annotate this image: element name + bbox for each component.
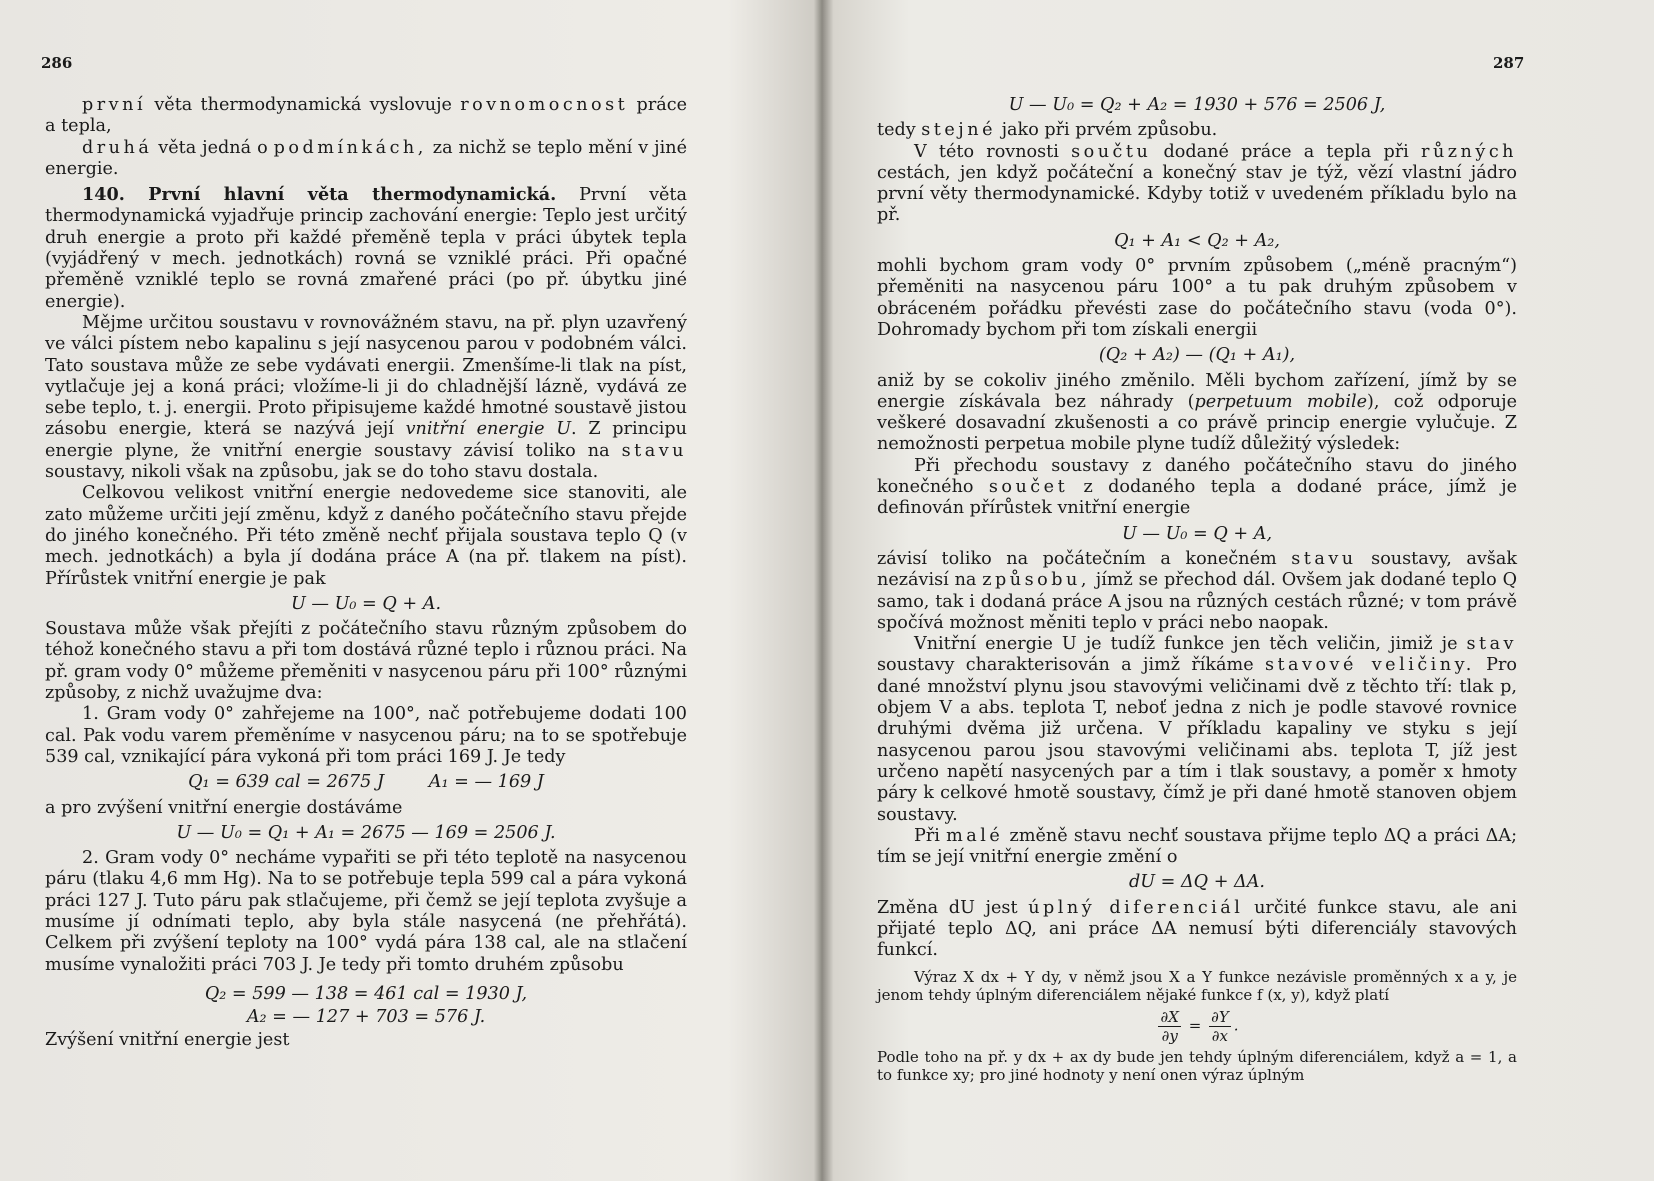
paragraph: Při malé změně stavu nechť soustava přijme teplo ΔQ a práci ΔA; tím se její vnitřní energie změní o: [877, 825, 1517, 868]
equation: A₂ = — 127 + 703 = 576 J.: [246, 1007, 486, 1028]
equation: U — U₀ = Q₂ + A₂ = 1930 + 576 = 2506 J,: [1008, 95, 1386, 115]
page-text: [877, 95, 1517, 1085]
paragraph: a pro zvýšení vnitřní energie dostáváme: [45, 797, 403, 818]
paragraph: V této rovnosti součtu dodané práce a tepla při různých cestách, jen když počáteční a konečný stav je týž, vězí vlastní jádro první věty thermodynamické. Kdyby totiž v uvedeném příkladu bylo na př.: [877, 141, 1517, 226]
equation: $\frac{\partial X}{\partial y}$ = $\frac{\partial Y}{\partial x}$ .: [1160, 1007, 1239, 1045]
equation: (Q₂ + A₂) — (Q₁ + A₁),: [1098, 345, 1296, 366]
paragraph: Podle toho na př. y dx + ax dy bude jen tehdy úplným diferenciálem, když a = 1, a to funkce xy; pro jiné hodnoty y není onen výraz úplným: [877, 1047, 1517, 1085]
equation: Q₁ + A₁ < Q₂ + A₂,: [1114, 230, 1280, 251]
paragraph: závisí toliko na počátečním a konečném stavu soustavy, avšak nezávisí na způsobu, jímž se přechod dál. Ovšem jak dodané teplo Q samo, tak i dodaná práce A jsou na různých cestách různé; v tom právě spočívá možnost měniti teplo v práci nebo naopak.: [877, 548, 1518, 633]
equation: Q₂ = 599 — 138 = 461 cal = 1930 J,: [204, 983, 528, 1004]
right-page: [790, 0, 1654, 1181]
paragraph: Mějme určitou soustavu v rovnovážném stavu, na př. plyn uzavřený ve válci pístem nebo kapalinu s její nasycenou parou v podobném válci. Tato soustava může ze sebe vydávati energii. Zmenšíme-li tlak na píst, vytlačuje jej a koná práci; vložíme-li ji do chladnější lázně, vydává ze sebe teplo, t. j. energii. Proto připisujeme každé hmotné soustavě jistou zásobu energie, která se nazývá její vnitřní energie U. Z principu energie plyne, že vnitřní energie soustavy závisí toliko na stavu soustavy, nikoli však na způsobu, jak se do toho stavu dostala.: [45, 312, 687, 483]
small-print-note: [877, 968, 1517, 1085]
equation: U — U₀ = Q₁ + A₁ = 2675 — 169 = 2506 J.: [176, 822, 556, 843]
page-text: [45, 95, 687, 1052]
paragraph: Změna dU jest úplný diferenciál určité funkce stavu, ale ani přijaté teplo ΔQ, ani práce ΔA nemusí býti diferenciály stavových funkcí.: [877, 897, 1517, 961]
paragraph: Soustava může však přejíti z počátečního stavu různým způsobem do téhož konečného stavu a při tom dostává různé teplo i různou práci. Na př. gram vody 0° můžeme přeměniti v nasycenou páru při 100° různými způsoby, z nichž uvažujme dva:: [45, 619, 687, 704]
page-number: 286: [41, 54, 73, 72]
fraction: $\frac{\partial X}{\partial y}$: [1160, 1007, 1179, 1045]
paragraph: 1. Gram vody 0° zahřejeme na 100°, nač potřebujeme dodati 100 cal. Pak vodu varem přeměníme v nasycenou páru; na to se spotřebuje 539 cal, vznikající pára vykoná při tom práci 169 J. Je tedy: [45, 704, 687, 767]
paragraph: tedy stejné jako při prvém způsobu.: [877, 120, 1218, 141]
paragraph: aniž by se cokoliv jiného změnilo. Měli bychom zařízení, jímž by se energie získávala bez náhrady (perpetuum mobile), což odporuje veškeré dosavadní zkušenosti a co právě princip energie vylučuje. Z nemožnosti perpetua mobile plyne tudíž důležitý výsledek:: [877, 370, 1517, 455]
paragraph: druhá věta jedná o podmínkách, za nichž se teplo mění v jiné energie.: [45, 137, 687, 179]
paragraph: Při přechodu soustavy z daného počátečního stavu do jiného konečného součet z dodaného tepla a dodané práce, jímž je definován přírůstek vnitřní energie: [877, 455, 1518, 519]
paragraph: Celkovou velikost vnitřní energie nedovedeme sice stanoviti, ale zato můžeme určiti její změnu, když z daného počátečního stavu přejde do jiného konečného. Při této změně nechť přijala soustava teplo Q (v mech. jednotkách) a byla jí dodána práce A (na př. tlakem na píst). Přírůstek vnitřní energie je pak: [45, 483, 687, 589]
equation: U — U₀ = Q + A,: [1121, 523, 1273, 544]
page-number: 287: [1493, 54, 1525, 72]
section-heading: 140. První hlavní věta thermodynamická.: [82, 184, 557, 206]
section-140: 140. První hlavní věta thermodynamická. První věta thermodynamická vyjadřuje princip zachování energie: Teplo jest určitý druh energie a proto při každé přeměně tepla v práci úbytek tepla (vyjádřený v mech. jednotkách) rovná se vzniklé práci. Při opačné přeměně vzniklé teplo se rovná zmařené práci (po př. úbytku jiné energie).: [45, 184, 687, 312]
fraction: $\frac{\partial Y}{\partial x}$: [1211, 1007, 1229, 1045]
paragraph: první věta thermodynamická vyslovuje rovnomocnost práce a tepla,: [45, 95, 687, 137]
equation: U — U₀ = Q + A.: [290, 593, 442, 614]
paragraph: mohli bychom gram vody 0° prvním způsobem („méně pracným“) přeměniti na nasycenou páru 100° a tu pak druhým způsobem v obráceném pořádku převésti zase do počátečního stavu (voda 0°). Dohromady bychom při tom získali energii: [877, 256, 1517, 340]
paragraph: Výraz X dx + Y dy, v němž jsou X a Y funkce nezávisle proměnných x a y, je jenom tehdy úplným diferenciálem nějaké funkce f (x, y), když platí: [877, 967, 1517, 1005]
paragraph: Zvýšení vnitřní energie jest: [45, 1030, 290, 1051]
left-page: [0, 0, 790, 1181]
equation: Q₁ = 639 cal = 2675 J A₁ = — 169 J: [188, 772, 544, 793]
paragraph: Vnitřní energie U je tudíž funkce jen těch veličin, jimiž je stav soustavy charakterisován a jimž říkáme stavové veličiny. Pro dané množství plynu jsou stavovými veličinami dvě z těchto tří: tlak p, objem V a abs. teplota T, neboť jedna z nich je podle stavové rovnice druhými dvěma již určena. V příkladu kapaliny ve styku s její nasycenou parou jsou stavovými veličinami abs. teplota T, jíž jest určeno napětí nasycených par a tím i tlak soustavy, a poměr x hmoty páry k celkové hmotě soustavy, čímž je při dané hmotě stanoven objem soustavy.: [877, 634, 1517, 825]
equation: dU = ΔQ + ΔA.: [1128, 872, 1266, 893]
paragraph: 2. Gram vody 0° necháme vypařiti se při této teplotě na nasycenou páru (tlaku 4,6 mm Hg). Na to se potřebuje tepla 599 cal a pára vykoná práci 127 J. Tuto páru pak stlačujeme, při čemž se její teplota zvyšuje a musíme jí odnímati teplo, aby byla stále nasycená (ne přehřátá). Celkem při zvýšení teploty na 100° vydá pára 138 cal, ale na stlačení musíme vynaložiti práci 703 J. Je tedy při tomto druhém způsobu: [45, 848, 687, 975]
